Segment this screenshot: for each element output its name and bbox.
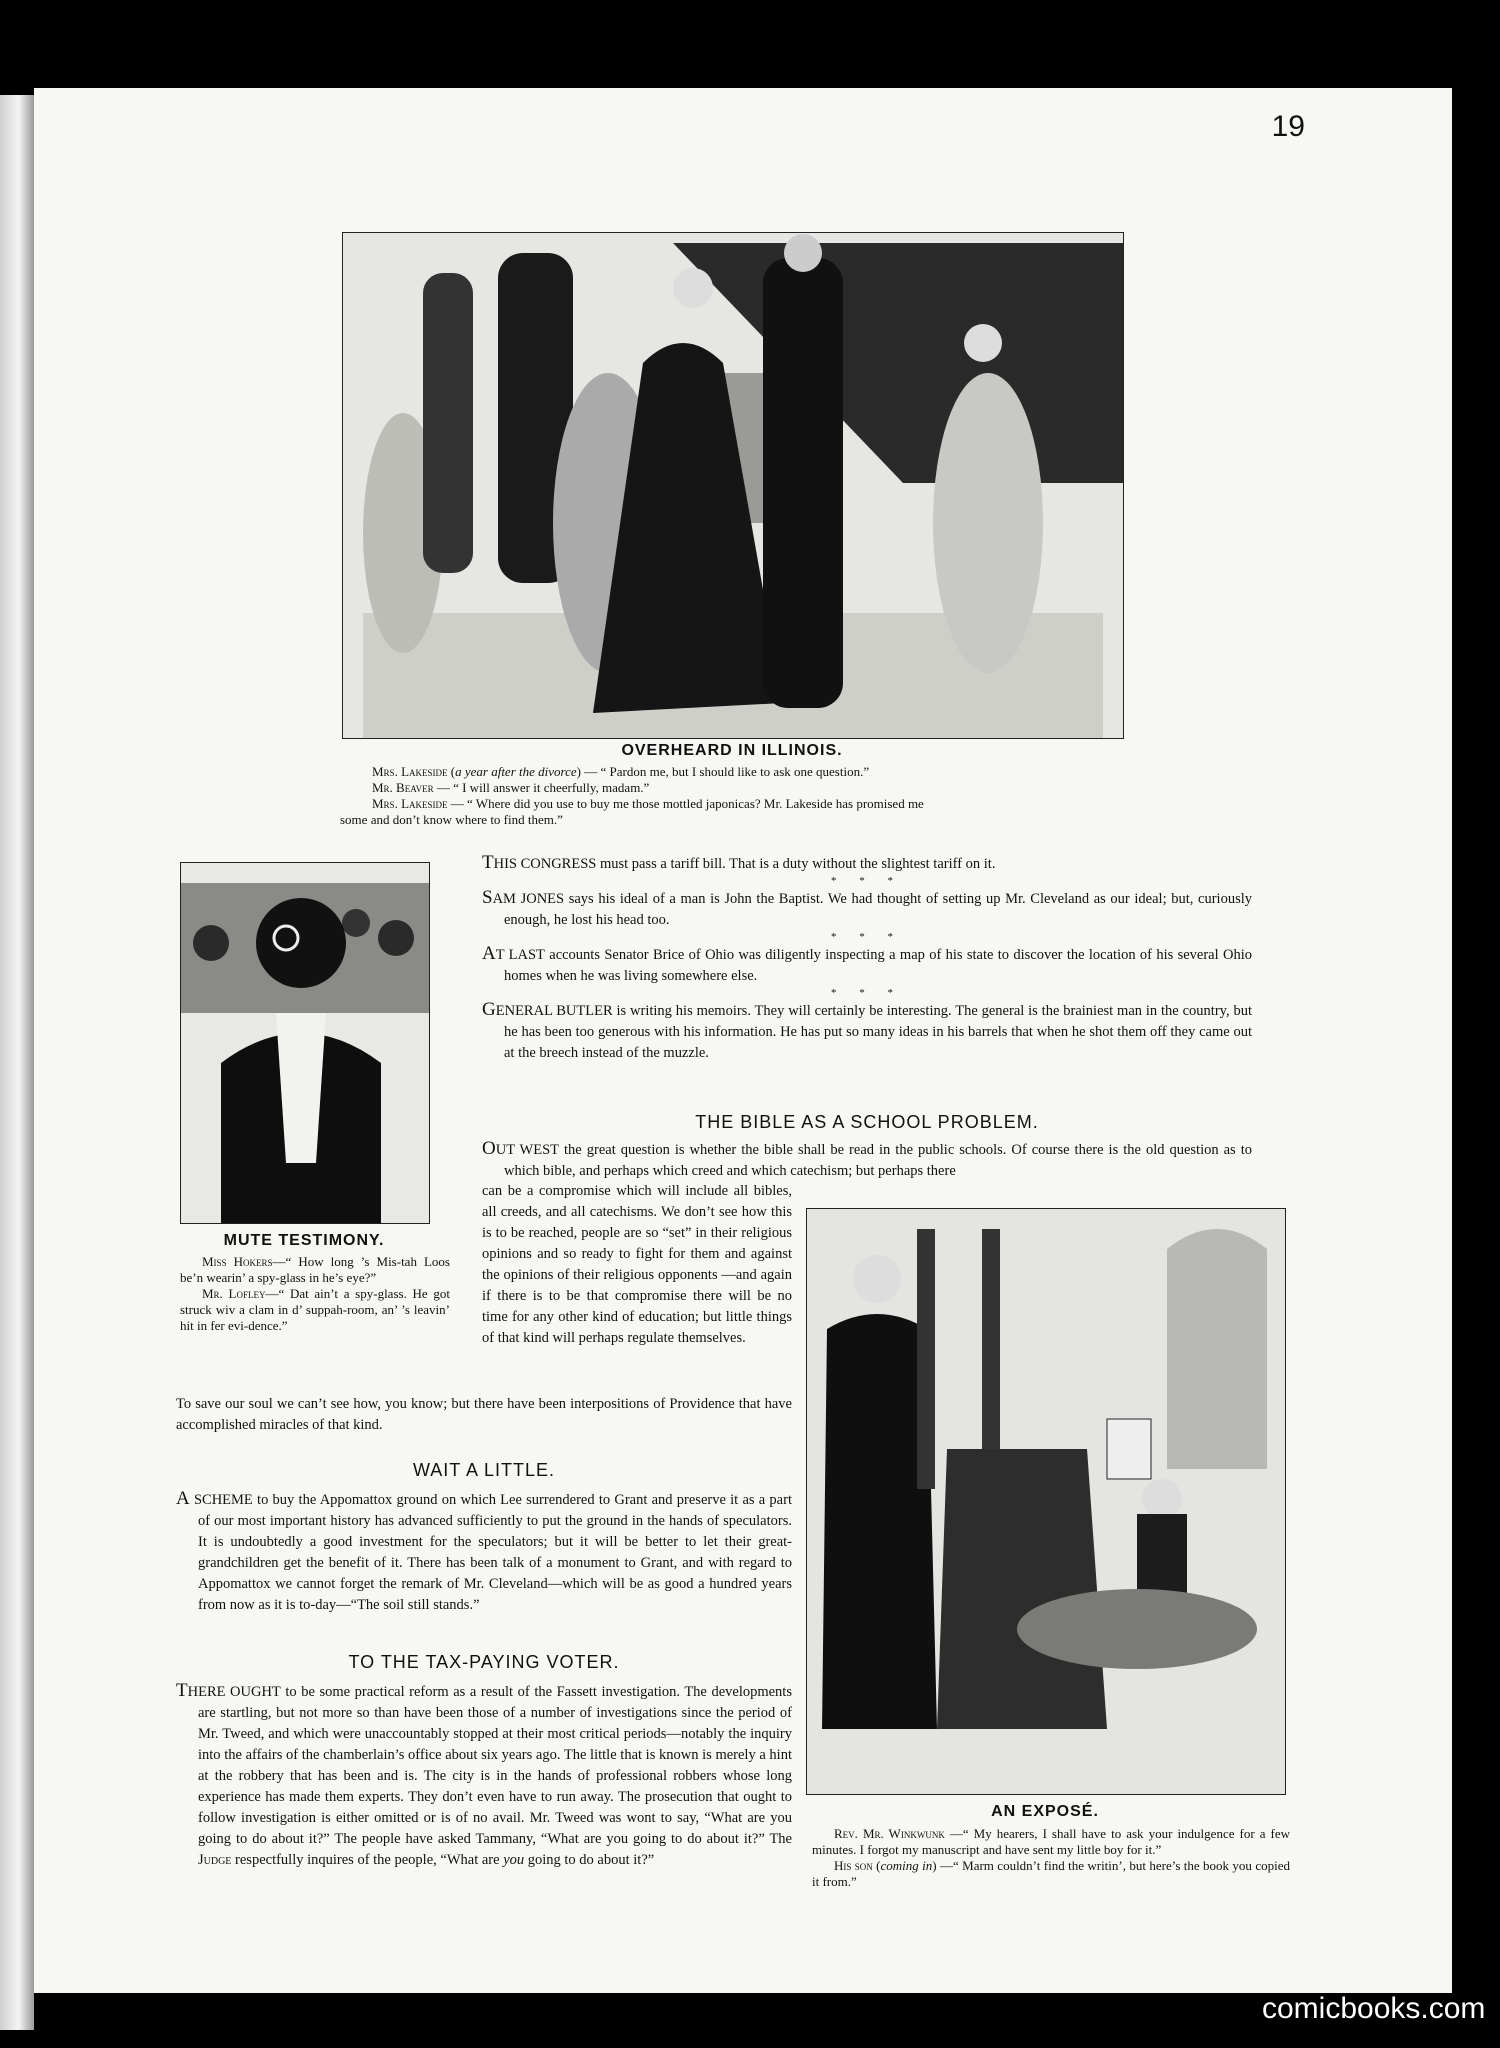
site-watermark: comicbooks.com xyxy=(1262,1992,1486,2025)
section-separator: * * * xyxy=(831,875,903,887)
section-separator: * * * xyxy=(831,931,903,943)
expose-illustration xyxy=(806,1208,1286,1795)
wait-heading: WAIT A LITTLE. xyxy=(412,1460,556,1480)
expose-caption: Rev. Mr. Winkwunk —“ My hearers, I shall have to ask your indulgence for a few minutes. I forgot my manuscript and have sent my little boy for it.” His son (coming in) —“ Marm couldn’t find the writin’, but here’s the book you copied it from.” xyxy=(812,1826,1290,1889)
overheard-title: OVERHEARD IN ILLINOIS. xyxy=(621,742,843,759)
editorial-notes: THIS CONGRESS must pass a tariff bill. That is a duty without the slightest tariff on it. * * * SAM JONES says his ideal of a man is John the Baptist. We had thought of setting up Mr. Cleveland as our ideal; but, curiously enough, he lost his head too. * * * AT LAST accounts Senator Brice of Ohio was diligently inspecting a map of his state to discover the location of his several Ohio homes when he was living somewhere else. * * * GENERAL BUTLER is writing his memoirs. They will certainly be interesting. The general is the brainiest man in the country, but he has been too generous with his information. He has put so many ideas in his barrels that when he shot them off they came out at the breech instead of the muzzle. xyxy=(482,852,1252,1061)
overheard-caption: Mrs. Lakeside (a year after the divorce) — “ Pardon me, but I should like to ask one question.” Mr. Beaver — “ I will answer it cheerfully, madam.” Mrs. Lakeside — “ Where did you use to buy me those mottled japonicas? Mr. Lakeside has promised me some and don’t know where to find them.” xyxy=(340,764,924,827)
adjacent-page-edge xyxy=(0,95,34,2030)
ballroom-engraving xyxy=(343,233,1123,738)
section-separator: * * * xyxy=(831,987,903,999)
tax-paragraph: THERE OUGHT to be some practical reform as a result of the Fassett investigation. The developments are startling, but not more so than have been those of a number of investigations since the period of Mr. Tweed, and which were unaccountably stopped at their most critical periods—notably the inquiry into the affairs of the chamberlain’s office about six years ago. The little that is known is merely a hint at the robbery that has been and is. The city is in the hands of professional robbers whose long experience has made them experts. They don’t even have to run away. The prosecution that ought to follow investigation is either omitted or is of no avail. Mr. Tweed was wont to say, “What are you going to do about it?” The people have asked Tammany, “What are you going to do about it?” The Judge respectfully inquires of the people, “What are you going to do about it?” xyxy=(176,1680,792,1868)
monocle-man-engraving xyxy=(181,863,429,1223)
bible-heading: THE BIBLE AS A SCHOOL PROBLEM. xyxy=(695,1112,1039,1132)
page-number: 19 xyxy=(1271,110,1305,143)
mute-testimony-title: MUTE TESTIMONY. xyxy=(223,1232,385,1249)
expose-title: AN EXPOSÉ. xyxy=(991,1803,1099,1820)
speaker-name: Mr. Beaver xyxy=(372,780,434,795)
bible-end-paragraph: To save our soul we can’t see how, you know; but there have been interpositions of Providence that have accomplished miracles of that kind. xyxy=(176,1396,792,1433)
speaker-name: Mrs. Lakeside xyxy=(372,796,448,811)
speaker-name: Miss Hokers xyxy=(202,1254,273,1269)
tax-heading: TO THE TAX-PAYING VOTER. xyxy=(348,1652,620,1672)
speaker-name: Mr. Lofley xyxy=(202,1286,266,1301)
wait-paragraph: A SCHEME to buy the Appomattox ground on which Lee surrendered to Grant and preserve it as a part of our most important history has advanced sufficiently to put the ground in the hands of speculators. It is undoubtedly a good investment for the speculators; but it will be better to let their great-grandchildren get the benefit of it. There has been talk of a monument to Grant, and with regard to Appomattox we cannot forget the remark of Mr. Cleveland—which will be as good a hundred years from now as it is to-day—“The soil still stands.” xyxy=(176,1488,792,1613)
bible-narrow-paragraph: can be a compromise which will include all bibles, all creeds, and all catechisms. We don’t see how this is to be reached, people are so “set” in their religious opinions and so ready to fight for them and against the opinions of their religious opponents —and again if there is to be that compromise there will be no time for any other kind of education; but little things of that kind will perhaps regulate themselves. xyxy=(482,1183,792,1346)
bible-lead-paragraph: OUT WEST the great question is whether the bible shall be read in the public schools. Of course there is the old question as to which bible, and perhaps which creed and which catechism; but perhaps there xyxy=(482,1138,1252,1179)
ballroom-illustration xyxy=(342,232,1124,739)
speaker-name: His son xyxy=(834,1858,873,1873)
pulpit-engraving xyxy=(807,1209,1285,1794)
speaker-name: Rev. Mr. Winkwunk xyxy=(834,1826,945,1841)
speaker-name: Mrs. Lakeside xyxy=(372,764,448,779)
mute-testimony-caption: Miss Hokers—“ How long ’s Mis-tah Loos be’n wearin’ a spy-glass in he’s eye?” Mr. Lofley—“ Dat ain’t a spy-glass. He got struck wiv a clam in d’ suppah-room, an’ ’s leavin’ hit in fer evi-dence.” xyxy=(180,1254,450,1333)
mute-testimony-illustration xyxy=(180,862,430,1224)
